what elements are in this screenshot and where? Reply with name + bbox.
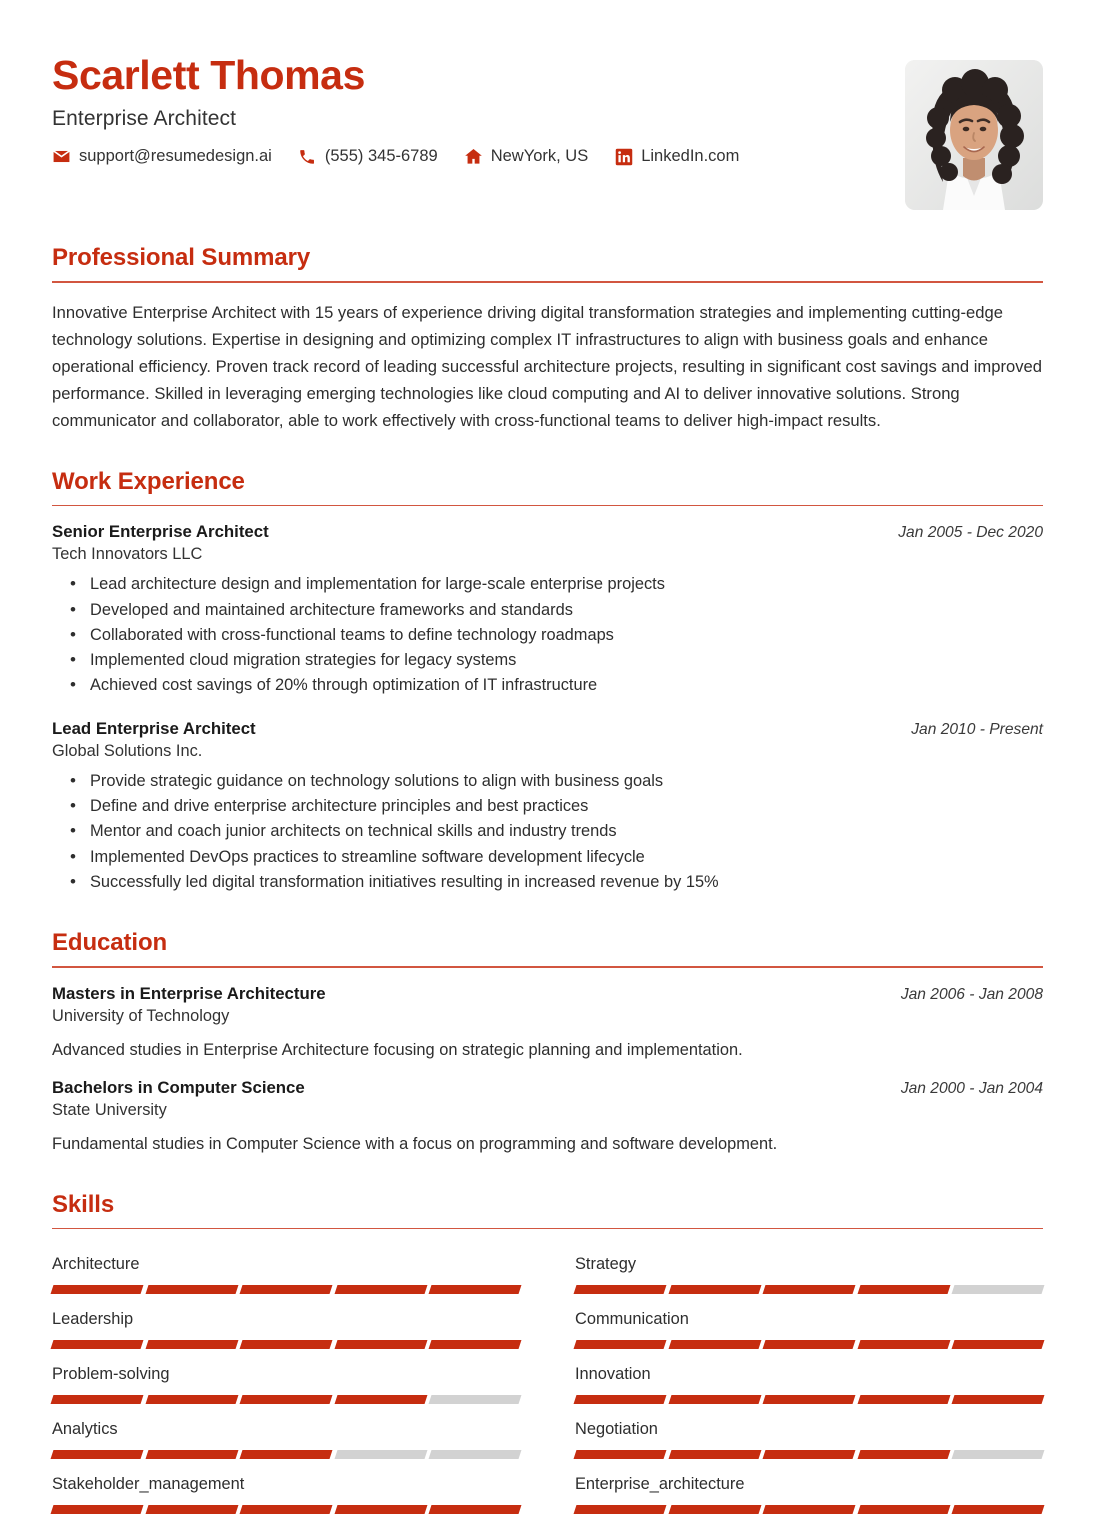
section-divider xyxy=(52,1228,1043,1230)
contact-location-label: NewYork, US xyxy=(490,147,589,166)
skill-item xyxy=(575,1355,1043,1410)
work-entry xyxy=(52,719,1043,895)
skill-rating-bar xyxy=(52,1450,520,1459)
skill-segment-filled xyxy=(857,1505,950,1514)
contact-linkedin[interactable] xyxy=(614,147,739,166)
work-bullets xyxy=(52,572,1043,698)
education-school: University of Technology xyxy=(52,1006,230,1025)
skill-item xyxy=(52,1410,520,1465)
skill-segment-filled xyxy=(574,1395,667,1404)
skill-item xyxy=(575,1410,1043,1465)
skill-segment-filled xyxy=(145,1340,238,1349)
skill-segment-filled xyxy=(145,1450,238,1459)
skill-rating-bar xyxy=(52,1285,520,1294)
skill-segment-filled xyxy=(240,1395,333,1404)
skill-rating-bar xyxy=(575,1340,1043,1349)
skill-label: Enterprise_architecture xyxy=(575,1475,745,1494)
skill-rating-bar xyxy=(52,1505,520,1514)
skill-segment-empty xyxy=(429,1450,522,1459)
education-description: Fundamental studies in Computer Science with a focus on programming and software development. xyxy=(52,1135,778,1154)
work-entry xyxy=(52,522,1043,698)
contact-email-label: support@resumedesign.ai xyxy=(79,147,272,166)
skill-segment-filled xyxy=(857,1450,950,1459)
work-bullet: • Implemented DevOps practices to streamline software development lifecycle xyxy=(88,845,1043,870)
education-entry xyxy=(52,1078,1043,1157)
work-entry-head xyxy=(52,719,1043,739)
contact-phone[interactable] xyxy=(298,147,438,166)
skill-label: Architecture xyxy=(52,1255,140,1274)
skill-rating-bar xyxy=(575,1285,1043,1294)
education-date: Jan 2000 - Jan 2004 xyxy=(900,1080,1043,1098)
work-bullet: • Define and drive enterprise architecture principles and best practices xyxy=(88,794,1043,819)
candidate-name: Scarlett Thomas xyxy=(52,52,365,98)
resume-header xyxy=(52,0,1043,210)
work-role: Senior Enterprise Architect xyxy=(52,522,269,542)
skill-segment-empty xyxy=(334,1450,427,1459)
skill-item xyxy=(52,1465,520,1520)
skill-segment-filled xyxy=(668,1340,761,1349)
summary-text: Innovative Enterprise Architect with 15 years of experience driving digital transformation strategies and implementing cutting-edge technology solutions. Expertise in designing and optimizing complex IT infrastructures to align with business goals and enhance operational efficiency. Proven track record of leading successful architecture projects, resulting in significant cost savings and improved performance. Skilled in leveraging emerging technologies like cloud computing and AI to deliver innovative solutions. Strong communicator and collaborator, able to work effectively with cross-functional teams to deliver high-impact results. xyxy=(52,302,1042,430)
education-degree: Masters in Enterprise Architecture xyxy=(52,983,326,1003)
skill-segment-filled xyxy=(763,1340,856,1349)
work-bullets xyxy=(52,769,1043,895)
candidate-job-title: Enterprise Architect xyxy=(52,107,237,131)
skill-segment-filled xyxy=(334,1340,427,1349)
skill-segment-filled xyxy=(240,1285,333,1294)
skill-segment-filled xyxy=(857,1340,950,1349)
education-degree: Bachelors in Computer Science xyxy=(52,1078,305,1098)
work-bullet: • Lead architecture design and implementation for large-scale enterprise projects xyxy=(88,572,1043,597)
skill-segment-empty xyxy=(952,1450,1045,1459)
skill-label: Innovation xyxy=(575,1365,651,1384)
skill-item xyxy=(575,1245,1043,1300)
section-title-education: Education xyxy=(52,929,168,957)
work-date: Jan 2005 - Dec 2020 xyxy=(898,524,1043,542)
section-divider xyxy=(52,281,1043,283)
skill-segment-filled xyxy=(763,1505,856,1514)
skill-rating-bar xyxy=(575,1450,1043,1459)
skill-rating-bar xyxy=(575,1505,1043,1514)
phone-icon xyxy=(298,147,317,166)
work-bullet: • Provide strategic guidance on technology solutions to align with business goals xyxy=(88,769,1043,794)
work-bullet: • Achieved cost savings of 20% through optimization of IT infrastructure xyxy=(88,673,1043,698)
skill-segment-filled xyxy=(952,1395,1045,1404)
skill-segment-empty xyxy=(429,1395,522,1404)
section-professional-summary xyxy=(52,244,1043,434)
skill-segment-filled xyxy=(574,1285,667,1294)
section-skills xyxy=(52,1191,1043,1521)
skill-segment-filled xyxy=(51,1450,144,1459)
section-divider xyxy=(52,966,1043,968)
profile-photo xyxy=(905,60,1043,210)
skill-label: Negotiation xyxy=(575,1420,658,1439)
skill-segment-empty xyxy=(952,1285,1045,1294)
skill-segment-filled xyxy=(334,1285,427,1294)
skill-item xyxy=(52,1300,520,1355)
skill-segment-filled xyxy=(952,1340,1045,1349)
section-title-skills: Skills xyxy=(52,1190,115,1218)
skill-segment-filled xyxy=(952,1505,1045,1514)
skill-segment-filled xyxy=(668,1505,761,1514)
contact-email[interactable] xyxy=(52,147,272,166)
education-entry-head xyxy=(52,1078,1043,1098)
skill-segment-filled xyxy=(145,1505,238,1514)
education-description: Advanced studies in Enterprise Architecture focusing on strategic planning and implementation. xyxy=(52,1040,743,1059)
skill-label: Stakeholder_management xyxy=(52,1475,245,1494)
skill-segment-filled xyxy=(240,1505,333,1514)
skill-rating-bar xyxy=(52,1340,520,1349)
section-work-experience xyxy=(52,468,1043,895)
skill-segment-filled xyxy=(763,1395,856,1404)
skill-label: Strategy xyxy=(575,1255,637,1274)
section-title-summary: Professional Summary xyxy=(52,244,311,271)
work-bullet: • Successfully led digital transformation initiatives resulting in increased revenue by 15% xyxy=(88,870,1043,895)
skill-rating-bar xyxy=(52,1395,520,1404)
skill-item xyxy=(575,1465,1043,1520)
education-school: State University xyxy=(52,1101,167,1120)
skill-segment-filled xyxy=(51,1340,144,1349)
skills-grid xyxy=(52,1245,1043,1520)
skill-segment-filled xyxy=(51,1285,144,1294)
skill-segment-filled xyxy=(240,1340,333,1349)
skill-segment-filled xyxy=(145,1285,238,1294)
skill-segment-filled xyxy=(145,1395,238,1404)
section-divider xyxy=(52,505,1043,507)
contact-row xyxy=(52,147,905,166)
contact-phone-label: (555) 345-6789 xyxy=(324,147,438,166)
skill-segment-filled xyxy=(574,1340,667,1349)
work-bullet: • Collaborated with cross-functional teams to define technology roadmaps xyxy=(88,623,1043,648)
education-entry xyxy=(52,984,1043,1063)
skill-segment-filled xyxy=(857,1285,950,1294)
skill-segment-filled xyxy=(668,1450,761,1459)
work-date: Jan 2010 - Present xyxy=(911,720,1043,738)
skill-segment-filled xyxy=(668,1395,761,1404)
skill-segment-filled xyxy=(334,1505,427,1514)
skill-label: Leadership xyxy=(52,1310,134,1329)
skill-segment-filled xyxy=(763,1285,856,1294)
skill-label: Analytics xyxy=(52,1420,118,1439)
skill-item xyxy=(575,1300,1043,1355)
work-bullet: • Mentor and coach junior architects on technical skills and industry trends xyxy=(88,819,1043,844)
linkedin-icon xyxy=(614,147,633,166)
section-education xyxy=(52,929,1043,1157)
skill-segment-filled xyxy=(763,1450,856,1459)
home-icon xyxy=(464,147,483,166)
education-entry-head xyxy=(52,984,1043,1004)
work-bullet: • Developed and maintained architecture frameworks and standards xyxy=(88,598,1043,623)
skill-label: Problem-solving xyxy=(52,1365,170,1384)
email-icon xyxy=(52,147,71,166)
contact-linkedin-label: LinkedIn.com xyxy=(641,147,740,166)
skill-segment-filled xyxy=(429,1505,522,1514)
skill-segment-filled xyxy=(51,1505,144,1514)
work-bullet: • Implemented cloud migration strategies for legacy systems xyxy=(88,648,1043,673)
section-title-work: Work Experience xyxy=(52,467,245,495)
skill-rating-bar xyxy=(575,1395,1043,1404)
work-entry-head xyxy=(52,522,1043,542)
skill-segment-filled xyxy=(574,1505,667,1514)
skill-segment-filled xyxy=(429,1340,522,1349)
work-role: Lead Enterprise Architect xyxy=(52,718,256,738)
skill-label: Communication xyxy=(575,1310,689,1329)
skill-segment-filled xyxy=(429,1285,522,1294)
education-date: Jan 2006 - Jan 2008 xyxy=(900,985,1043,1003)
skill-item xyxy=(52,1355,520,1410)
skill-segment-filled xyxy=(240,1450,333,1459)
skill-segment-filled xyxy=(668,1285,761,1294)
work-company: Global Solutions Inc. xyxy=(52,741,203,760)
skill-segment-filled xyxy=(334,1395,427,1404)
skill-segment-filled xyxy=(51,1395,144,1404)
skill-segment-filled xyxy=(574,1450,667,1459)
contact-location[interactable] xyxy=(464,147,589,166)
header-text-block xyxy=(52,48,905,166)
skill-segment-filled xyxy=(857,1395,950,1404)
work-company: Tech Innovators LLC xyxy=(52,545,203,564)
skill-item xyxy=(52,1245,520,1300)
